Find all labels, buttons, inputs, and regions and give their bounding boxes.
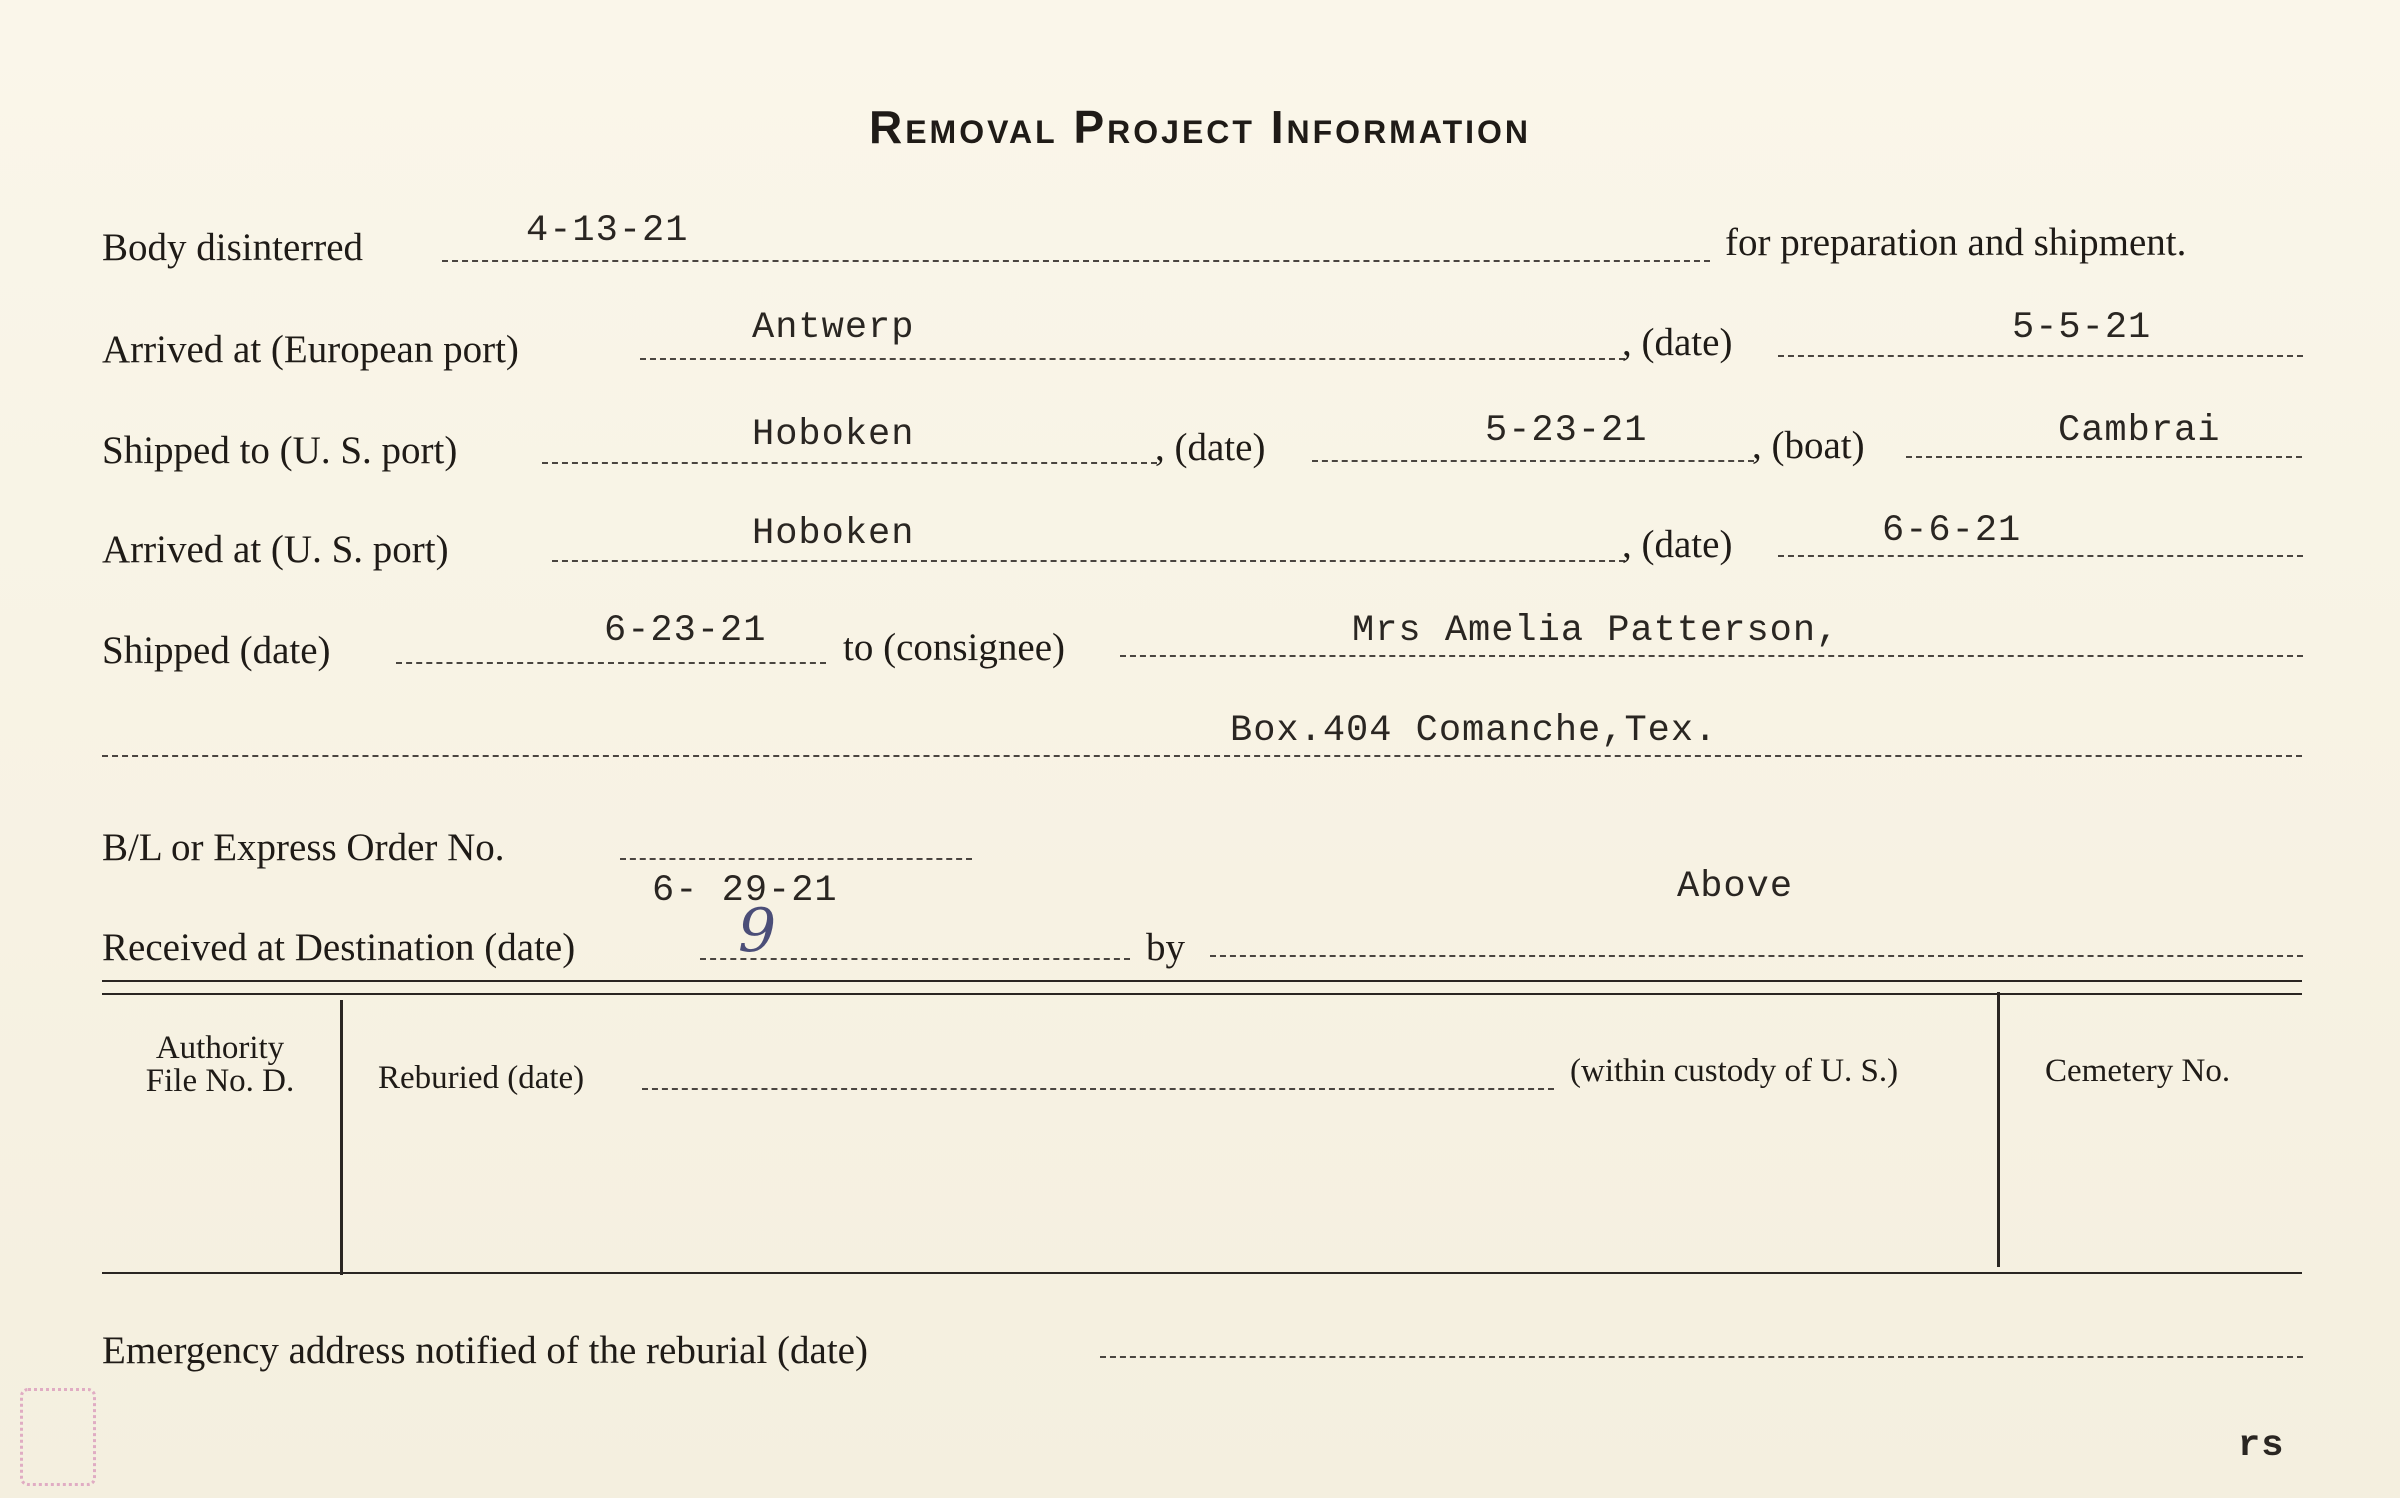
shipped-consignee-date-label: Shipped (date) bbox=[102, 629, 331, 672]
body-disinterred-label: Body disinterred bbox=[102, 226, 364, 269]
shipped-date-value: 5-23-21 bbox=[1485, 410, 1648, 452]
to-consignee-label: to (consignee) bbox=[843, 626, 1066, 669]
received-by-label: by bbox=[1146, 926, 1185, 969]
boat-line bbox=[1906, 456, 2302, 458]
separator-rule-bottom bbox=[102, 993, 2302, 995]
within-custody-label: (within custody of U. S.) bbox=[1570, 1053, 1899, 1089]
initials: rs bbox=[2238, 1425, 2285, 1467]
bl-order-line bbox=[620, 858, 972, 860]
received-by-value: Above bbox=[1677, 866, 1794, 908]
arrived-european-label: Arrived at (European port) bbox=[102, 328, 519, 371]
european-date-value: 5-5-21 bbox=[2012, 307, 2152, 349]
arrived-date-line bbox=[1778, 555, 2303, 557]
emergency-label: Emergency address notified of the reburial (date) bbox=[102, 1329, 868, 1372]
authority-divider bbox=[340, 1000, 343, 1275]
consignee-line bbox=[1120, 655, 2303, 657]
shipped-consignee-date-line bbox=[396, 662, 826, 664]
arrived-us-label: Arrived at (U. S. port) bbox=[102, 528, 449, 571]
stamp-mark bbox=[20, 1388, 96, 1486]
arrived-date-value: 6-6-21 bbox=[1882, 510, 2022, 552]
consignee-address-line bbox=[102, 755, 2302, 757]
authority-label: Authority bbox=[155, 1030, 285, 1066]
handwritten-correction: 9 bbox=[738, 896, 777, 966]
body-disinterred-line bbox=[442, 260, 1710, 262]
shipped-consignee-date-value: 6-23-21 bbox=[604, 610, 767, 652]
received-by-line bbox=[1210, 955, 2303, 957]
us-port-shipped-line bbox=[542, 462, 1157, 464]
received-date-line bbox=[700, 958, 1130, 960]
file-no-label: File No. D. bbox=[145, 1063, 295, 1099]
shipped-date-line bbox=[1312, 460, 1754, 462]
emergency-line bbox=[1100, 1356, 2303, 1358]
boat-label: , (boat) bbox=[1752, 424, 1865, 467]
box-bottom-rule bbox=[102, 1272, 2302, 1274]
shipped-to-us-label: Shipped to (U. S. port) bbox=[102, 429, 458, 472]
reburied-line bbox=[642, 1088, 1554, 1090]
us-port-shipped-value: Hoboken bbox=[752, 414, 915, 456]
disinterred-date-value: 4-13-21 bbox=[526, 210, 689, 252]
consignee-value: Mrs Amelia Patterson, bbox=[1352, 610, 1840, 652]
european-port-value: Antwerp bbox=[752, 307, 915, 349]
boat-value: Cambrai bbox=[2058, 410, 2221, 452]
european-date-line bbox=[1778, 355, 2303, 357]
bl-order-label: B/L or Express Order No. bbox=[102, 826, 505, 869]
consignee-address-value: Box.404 Comanche,Tex. bbox=[1230, 710, 1718, 752]
us-port-arrived-line bbox=[552, 560, 1625, 562]
separator-rule-top bbox=[102, 980, 2302, 982]
arrived-date-label: , (date) bbox=[1622, 523, 1733, 566]
us-port-arrived-value: Hoboken bbox=[752, 513, 915, 555]
european-port-line bbox=[640, 358, 1625, 360]
page-title: Removal Project Information bbox=[868, 101, 1532, 153]
european-date-label: , (date) bbox=[1622, 321, 1733, 364]
cemetery-divider bbox=[1997, 992, 2000, 1267]
cemetery-no-label: Cemetery No. bbox=[2045, 1053, 2231, 1089]
received-destination-label: Received at Destination (date) bbox=[102, 926, 576, 969]
for-preparation-label: for preparation and shipment. bbox=[1725, 221, 2187, 264]
shipped-date-label: , (date) bbox=[1155, 426, 1266, 469]
reburied-label: Reburied (date) bbox=[378, 1060, 585, 1096]
received-date-value: 6- 29-21 bbox=[652, 870, 838, 912]
